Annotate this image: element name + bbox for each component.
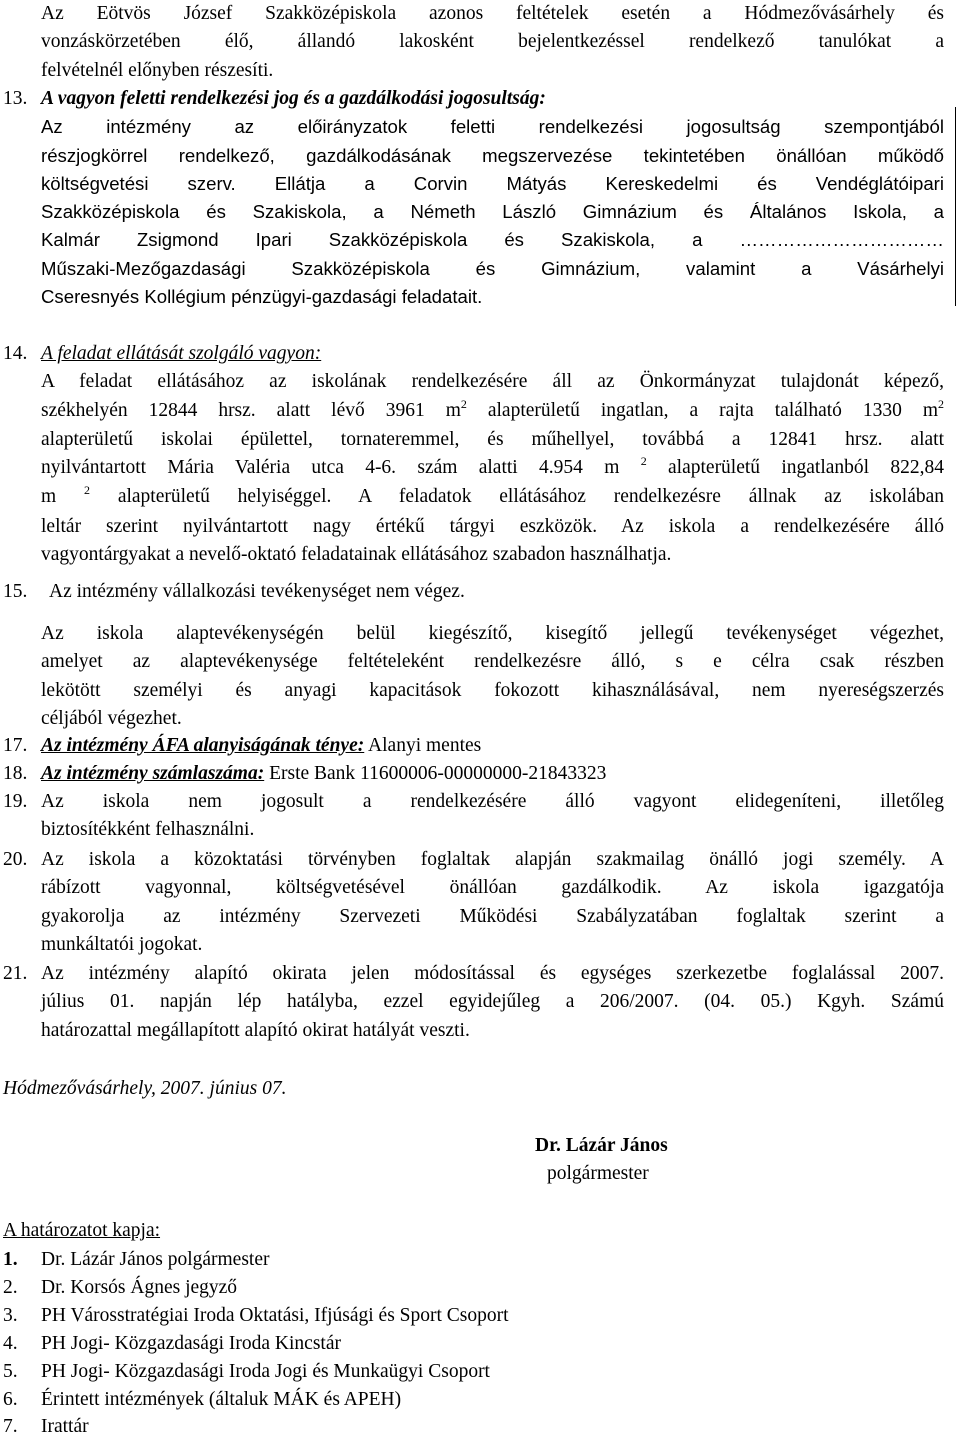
section-14-line: leltár szerint nyilvántartott nagy értékű tárgyi eszközök. Az iskola a rendelkezésére álló — [41, 515, 944, 537]
distribution-item: PH Jogi- Közgazdasági Iroda Jogi és Munkaügyi Csoport — [41, 1361, 490, 1382]
superscript: 2 — [640, 454, 647, 469]
section-13-line: Az intézmény az előirányzatok feletti rendelkezési jogosultság szempontjából — [41, 116, 944, 138]
distribution-number: 2. — [3, 1277, 18, 1298]
section-13-heading-text: A vagyon feletti rendelkezési jog és a gazdálkodási jogosultság: — [41, 88, 546, 109]
section-17-number: 17. — [3, 735, 28, 756]
section-14-heading — [41, 340, 944, 368]
distribution-item: Dr. Korsós Ágnes jegyző — [41, 1277, 238, 1298]
section-20-number: 20. — [3, 849, 28, 870]
distribution-item: PH Jogi- Közgazdasági Iroda Kincstár — [41, 1333, 341, 1354]
signature-title: polgármester — [547, 1163, 649, 1184]
section-19-line: biztosítékként felhasználni. — [41, 819, 255, 841]
section-20 — [41, 846, 944, 959]
section-14-text: nyilvántartott Mária Valéria utca 4-6. szám alatti 4.954 m — [41, 457, 620, 479]
section-18 — [41, 760, 944, 788]
section-15-text: Az intézmény vállalkozási tevékenységet nem végez. — [49, 581, 465, 602]
section-15-line: Az iskola alaptevékenységén belül kiegészítő, kisegítő jellegű tevékenységet végezhet, — [41, 623, 944, 644]
intro-paragraph — [41, 0, 944, 85]
section-13-heading — [41, 85, 944, 113]
section-17-value: Alanyi mentes — [364, 735, 482, 756]
section-14-text: m — [41, 486, 57, 508]
section-13-number: 13. — [3, 88, 28, 109]
section-20-line: rábízott vagyonnal, költségvetésével önállóan gazdálkodik. Az iskola igazgatója — [41, 877, 944, 899]
section-13-line: költségvetési szerv. Ellátja a Corvin Mátyás Kereskedelmi és Vendéglátóipari — [41, 172, 944, 194]
section-19-line: Az iskola nem jogosult a rendelkezésére álló vagyont elidegeníteni, illetőleg — [41, 791, 944, 812]
section-21-line: határozattal megállapított alapító okirat hatályát veszti. — [41, 1019, 470, 1041]
section-20-line: munkáltatói jogokat. — [41, 933, 203, 955]
section-21-line: Az intézmény alapító okirata jelen módosítással és egységes szerkezetbe foglalással 2007. — [41, 963, 944, 984]
section-15-line: amelyet az alaptevékenysége feltételeként rendelkezésre álló, s e célra csak részben — [41, 651, 944, 673]
superscript: 2 — [460, 396, 467, 411]
section-14-text: alapterületű ingatlan, a rajta található 1330 m — [487, 399, 939, 421]
section-18-label: Az intézmény számlaszáma: — [41, 763, 265, 784]
section-15-number: 15. — [3, 581, 28, 602]
section-21 — [41, 960, 944, 1045]
distribution-item: PH Városstratégiai Iroda Oktatási, Ifjúsági és Sport Csoport — [41, 1305, 509, 1326]
distribution-heading: A határozatot kapja: — [3, 1220, 161, 1241]
place-date: Hódmezővásárhely, 2007. június 07. — [3, 1078, 287, 1099]
section-20-line: gyakorolja az intézmény Szervezeti Működési Szabályzatában foglaltak szerint a — [41, 905, 944, 927]
section-21-line: július 01. napján lép hatályba, ezzel egyidejűleg a 206/2007. (04. 05.) Kgyh. Számú — [41, 991, 944, 1013]
distribution-number: 6. — [3, 1389, 18, 1410]
section-13-body — [41, 113, 944, 311]
section-14-text: alapterületű helyiséggel. A feladatok ellátásához rendelkezésre állnak az iskolában — [117, 486, 945, 508]
section-18-value: Erste Bank 11600006-00000000-21843323 — [264, 763, 607, 784]
intro-line: felvételnél előnyben részesíti. — [41, 59, 274, 81]
section-14-text: székhelyén 12844 hrsz. alatt lévő 3961 m — [41, 399, 461, 421]
distribution-number: 3. — [3, 1305, 18, 1326]
section-14 — [41, 340, 944, 569]
intro-line: Az Eötvös József Szakközépiskola azonos feltételek esetén a Hódmezővásárhely és — [41, 3, 944, 24]
section-13 — [41, 85, 944, 311]
section-19-number: 19. — [3, 791, 28, 812]
section-17 — [41, 732, 944, 760]
distribution-number: 4. — [3, 1333, 18, 1354]
section-13-line: Műszaki-Mezőgazdasági Szakközépiskola és Gimnázium, valamint a Vásárhelyi — [41, 257, 944, 279]
intro-line: vonzáskörzetében élő, állandó lakosként bejelentkezéssel rendelkező tanulókat a — [41, 31, 944, 53]
signature-name: Dr. Lázár János — [535, 1135, 668, 1156]
section-19 — [41, 788, 944, 845]
section-13-line: Szakközépiskola és Szakiskola, a Németh László Gimnázium és Általános Iskola, a — [41, 201, 944, 223]
section-17-label: Az intézmény ÁFA alanyiságának ténye: — [41, 735, 365, 756]
section-14-line: vagyontárgyakat a nevelő-oktató feladatainak ellátásához szabadon használhatja. — [41, 544, 672, 566]
section-15-paragraph — [41, 620, 944, 733]
distribution-number: 1. — [3, 1249, 18, 1270]
section-14-line — [41, 483, 944, 512]
distribution-item: Irattár — [41, 1416, 89, 1437]
section-18-number: 18. — [3, 763, 28, 784]
distribution-item: Dr. Lázár János polgármester — [41, 1249, 270, 1270]
superscript: 2 — [938, 396, 945, 411]
section-13-line: részjogkörrel rendelkező, gazdálkodásának megszervezése tekintetében önállóan működő — [41, 144, 944, 166]
section-14-line — [41, 397, 944, 426]
section-13-line: Cseresnyés Kollégium pénzügyi-gazdasági feladatait. — [41, 286, 483, 308]
section-14-line — [41, 454, 944, 483]
section-14-line: A feladat ellátásához az iskolának rendelkezésére áll az Önkormányzat tulajdonát képező, — [41, 371, 944, 393]
section-21-number: 21. — [3, 963, 28, 984]
section-13-line: Kalmár Zsigmond Ipari Szakközépiskola és Szakiskola, a …………………………… — [41, 229, 944, 251]
section-20-line: Az iskola a közoktatási törvényben foglaltak alapján szakmailag önálló jogi személy. A — [41, 849, 944, 870]
section-14-text: alapterületű ingatlanból 822,84 — [668, 457, 945, 479]
distribution-number: 5. — [3, 1361, 18, 1382]
section-14-number: 14. — [3, 343, 28, 364]
distribution-number: 7. — [3, 1416, 18, 1437]
section-14-line: alapterületű iskolai épülettel, tornateremmel, és műhellyel, továbbá a 12841 hrsz. alatt — [41, 428, 944, 450]
distribution-item: Érintett intézmények (általuk MÁK és APEH) — [41, 1389, 402, 1410]
section-15-line: céljából végezhet. — [41, 707, 182, 729]
superscript: 2 — [84, 483, 90, 498]
section-14-heading-text: A feladat ellátását szolgáló vagyon: — [41, 343, 322, 364]
section-15-line: lekötött személyi és anyagi kapacitások fokozott kihasználásával, nem nyereségszerzés — [41, 679, 944, 701]
margin-rule — [955, 107, 956, 306]
